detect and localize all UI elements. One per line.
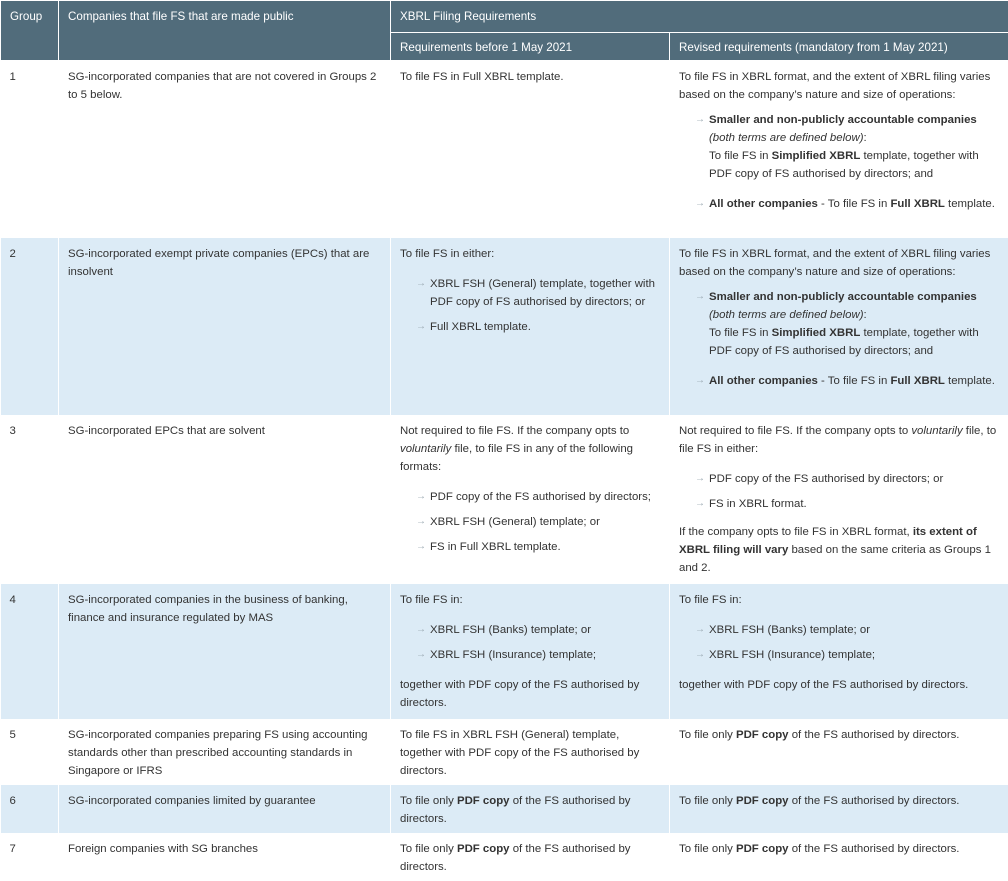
- before-list: [400, 275, 660, 336]
- list-item: → PDF copy of the FS authorised by directors; or: [695, 470, 999, 488]
- arrow-right-icon: →: [416, 318, 426, 336]
- arrow-right-icon: →: [416, 621, 426, 639]
- revised-list: [679, 470, 999, 513]
- list-item: → All other companies - To file FS in Full XBRL template.: [695, 195, 999, 213]
- arrow-right-icon: →: [695, 621, 705, 639]
- group-number: 2: [1, 238, 59, 415]
- revised-cell: To file only PDF copy of the FS authorised by directors.: [670, 719, 1008, 785]
- revised-intro: To file FS in XBRL format, and the extent of XBRL filing varies based on the company’s nature and size of operations:: [679, 245, 999, 281]
- arrow-right-icon: →: [695, 372, 705, 390]
- revised-list: [679, 621, 999, 664]
- revised-cell: To file only PDF copy of the FS authorised by directors.: [670, 833, 1008, 881]
- arrow-right-icon: →: [416, 646, 426, 664]
- arrow-right-icon: →: [416, 538, 426, 556]
- before-cell: Not required to file FS. If the company opts to voluntarily file, to file FS in any of the following formats: → PDF copy of the FS authorised by directors; → XBRL FSH (General) template; or → FS in Full XBRL template.: [391, 415, 670, 584]
- header-group: Group: [1, 1, 59, 61]
- arrow-right-icon: →: [416, 275, 426, 293]
- revised-cell: To file only PDF copy of the FS authorised by directors.: [670, 785, 1008, 833]
- companies-cell: SG-incorporated exempt private companies (EPCs) that are insolvent: [59, 238, 391, 415]
- table-row: [1, 415, 1008, 584]
- list-item: → PDF copy of the FS authorised by directors;: [416, 488, 660, 506]
- group-number: 7: [1, 833, 59, 881]
- arrow-right-icon: →: [695, 288, 705, 306]
- before-cell: To file FS in: → XBRL FSH (Banks) template; or → XBRL FSH (Insurance) template; together with PDF copy of the FS authorised by directors.: [391, 584, 670, 719]
- revised-list: [679, 288, 999, 390]
- before-list: [400, 488, 660, 556]
- list-item: → XBRL FSH (Banks) template; or: [695, 621, 999, 639]
- header-before: Requirements before 1 May 2021: [391, 33, 670, 61]
- list-item: → Smaller and non-publicly accountable companies (both terms are defined below): To file FS in Simplified XBRL template, together with PDF copy of FS authorised by directors; and: [695, 111, 999, 183]
- list-item: → XBRL FSH (Insurance) template;: [416, 646, 660, 664]
- list-item: → All other companies - To file FS in Full XBRL template.: [695, 372, 999, 390]
- group-number: 6: [1, 785, 59, 833]
- arrow-right-icon: →: [416, 488, 426, 506]
- header-xbrl: XBRL Filing Requirements: [391, 1, 1008, 33]
- list-item: → XBRL FSH (Insurance) template;: [695, 646, 999, 664]
- table-row: [1, 238, 1008, 415]
- table-row: [1, 785, 1008, 833]
- arrow-right-icon: →: [695, 111, 705, 129]
- arrow-right-icon: →: [416, 513, 426, 531]
- before-list: [400, 621, 660, 664]
- before-cell: To file FS in XBRL FSH (General) template, together with PDF copy of the FS authorised by directors.: [391, 719, 670, 785]
- arrow-right-icon: →: [695, 646, 705, 664]
- revised-cell: [670, 238, 1008, 415]
- revised-list: [679, 111, 999, 213]
- group-number: 3: [1, 415, 59, 584]
- companies-cell: SG-incorporated companies that are not covered in Groups 2 to 5 below.: [59, 61, 391, 238]
- list-item: → Smaller and non-publicly accountable companies (both terms are defined below): To file FS in Simplified XBRL template, together with PDF copy of FS authorised by directors; and: [695, 288, 999, 360]
- header-revised: Revised requirements (mandatory from 1 May 2021): [670, 33, 1008, 61]
- revised-cell: Not required to file FS. If the company opts to voluntarily file, to file FS in either: → PDF copy of the FS authorised by directors; or → FS in XBRL format. If the company opts to file FS in XBRL format, its extent of XBRL filing will vary based on the same criteria as Groups 1 and 2.: [670, 415, 1008, 584]
- table-row: [1, 833, 1008, 881]
- table-row: [1, 61, 1008, 238]
- companies-cell: SG-incorporated companies limited by guarantee: [59, 785, 391, 833]
- before-cell: To file FS in either: → XBRL FSH (General) template, together with PDF copy of FS authorised by directors; or → Full XBRL template.: [391, 238, 670, 415]
- companies-cell: Foreign companies with SG branches: [59, 833, 391, 881]
- revised-cell: [670, 61, 1008, 238]
- companies-cell: SG-incorporated EPCs that are solvent: [59, 415, 391, 584]
- revised-cell: To file FS in: → XBRL FSH (Banks) template; or → XBRL FSH (Insurance) template; together with PDF copy of the FS authorised by directors.: [670, 584, 1008, 719]
- table-row: [1, 719, 1008, 785]
- companies-cell: SG-incorporated companies in the business of banking, finance and insurance regulated by MAS: [59, 584, 391, 719]
- list-item: → XBRL FSH (General) template; or: [416, 513, 660, 531]
- list-item: → XBRL FSH (Banks) template; or: [416, 621, 660, 639]
- header-companies: Companies that file FS that are made public: [59, 1, 391, 61]
- table-row: [1, 584, 1008, 719]
- arrow-right-icon: →: [695, 495, 705, 513]
- before-cell: To file FS in Full XBRL template.: [391, 61, 670, 238]
- list-item: → XBRL FSH (General) template, together with PDF copy of FS authorised by directors; or: [416, 275, 660, 311]
- revised-intro: To file FS in XBRL format, and the extent of XBRL filing varies based on the company’s nature and size of operations:: [679, 68, 999, 104]
- group-number: 4: [1, 584, 59, 719]
- list-item: → Full XBRL template.: [416, 318, 660, 336]
- arrow-right-icon: →: [695, 470, 705, 488]
- group-number: 5: [1, 719, 59, 785]
- revised-note: If the company opts to file FS in XBRL format, its extent of XBRL filing will vary based on the same criteria as Groups 1 and 2.: [679, 523, 999, 577]
- companies-cell: SG-incorporated companies preparing FS using accounting standards other than prescribed accounting standards in Singapore or IFRS: [59, 719, 391, 785]
- before-cell: To file only PDF copy of the FS authorised by directors.: [391, 785, 670, 833]
- list-item: → FS in Full XBRL template.: [416, 538, 660, 556]
- before-cell: To file only PDF copy of the FS authorised by directors.: [391, 833, 670, 881]
- arrow-right-icon: →: [695, 195, 705, 213]
- list-item: → FS in XBRL format.: [695, 495, 999, 513]
- group-number: 1: [1, 61, 59, 238]
